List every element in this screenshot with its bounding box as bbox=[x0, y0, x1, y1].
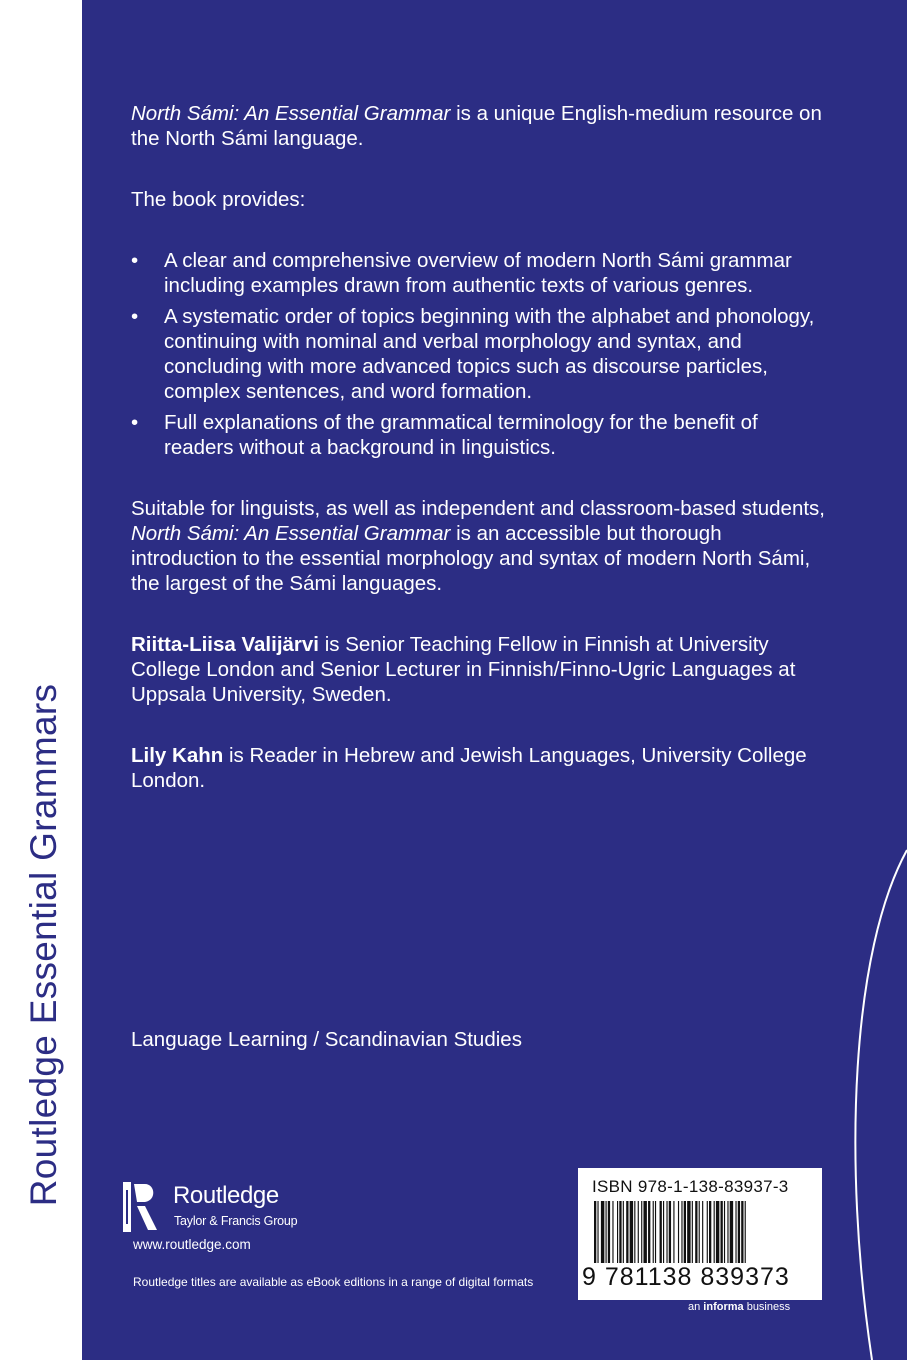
barcode-bar bbox=[597, 1201, 598, 1263]
bullet-icon: • bbox=[131, 305, 139, 328]
list-item-text: A clear and comprehensive overview of modern North Sámi grammar including examples drawn from authentic texts of various genres. bbox=[164, 249, 792, 297]
barcode-bar bbox=[681, 1201, 682, 1263]
barcode-bar bbox=[669, 1201, 671, 1263]
barcode-bar bbox=[745, 1201, 746, 1263]
suitable-text-after: is an accessible but thorough introduction to the essential morphology and syntax of modern North Sámi, the largest of the Sámi languages. bbox=[131, 522, 811, 595]
barcode-bar bbox=[678, 1201, 679, 1263]
barcode-bar bbox=[655, 1201, 656, 1263]
back-cover bbox=[82, 0, 907, 1360]
informa-prefix: an bbox=[688, 1301, 704, 1313]
barcode-bar bbox=[626, 1201, 628, 1263]
publisher-name: Routledge bbox=[173, 1182, 279, 1209]
informa-brand: informa bbox=[703, 1301, 744, 1313]
intro-text: is a unique English-medium resource on the North Sámi language. bbox=[131, 102, 822, 150]
isbn-barcode bbox=[578, 1168, 822, 1300]
barcode-bar bbox=[741, 1201, 743, 1263]
barcode-bar bbox=[714, 1201, 715, 1263]
barcode-bar bbox=[630, 1201, 633, 1263]
barcode-bar bbox=[702, 1201, 703, 1263]
barcode-bar bbox=[617, 1201, 618, 1263]
barcode-bar bbox=[707, 1201, 708, 1263]
barcode-bar bbox=[638, 1201, 639, 1263]
barcode-bar bbox=[666, 1201, 667, 1263]
author-name: Lily Kahn bbox=[131, 744, 224, 767]
barcode-bar bbox=[716, 1201, 719, 1263]
author-bio bbox=[131, 632, 831, 707]
informa-tagline bbox=[688, 1301, 790, 1313]
barcode-bar bbox=[738, 1201, 740, 1263]
publisher-group: Taylor & Francis Group bbox=[174, 1214, 298, 1228]
barcode-bar bbox=[699, 1201, 700, 1263]
barcode-bar bbox=[721, 1201, 723, 1263]
barcode-bar bbox=[663, 1201, 664, 1263]
publisher-logo bbox=[123, 1180, 323, 1236]
barcode-bar bbox=[608, 1201, 610, 1263]
blurb bbox=[131, 101, 831, 793]
list-item bbox=[131, 304, 831, 404]
list-item-text: Full explanations of the grammatical terminology for the benefit of readers without a background in linguistics. bbox=[164, 411, 758, 459]
barcode-bar bbox=[643, 1201, 646, 1263]
isbn-label: ISBN 978-1-138-83937-3 bbox=[592, 1177, 789, 1196]
barcode-bar bbox=[724, 1201, 725, 1263]
barcode-bar bbox=[606, 1201, 607, 1263]
informa-suffix: business bbox=[743, 1301, 791, 1313]
barcode-bar bbox=[735, 1201, 736, 1263]
barcode-bars bbox=[594, 1201, 808, 1269]
intro-paragraph bbox=[131, 101, 831, 151]
ebook-note: Routledge titles are available as eBook editions in a range of digital formats bbox=[133, 1275, 534, 1289]
spine bbox=[0, 0, 82, 1360]
barcode-bar bbox=[709, 1201, 711, 1263]
book-title-italic: North Sámi: An Essential Grammar bbox=[131, 522, 451, 545]
suitable-paragraph bbox=[131, 496, 831, 596]
barcode-digits: 9 781138 839373 bbox=[582, 1263, 790, 1291]
barcode-bar bbox=[641, 1201, 642, 1263]
barcode-bar bbox=[673, 1201, 674, 1263]
barcode-bar bbox=[623, 1201, 624, 1263]
bullet-icon: • bbox=[131, 249, 139, 272]
subject-category: Language Learning / Scandinavian Studies bbox=[131, 1028, 522, 1051]
list-item-text: A systematic order of topics beginning with the alphabet and phonology, continuing with nominal and verbal morphology and syntax, and concluding with more advanced topics such as discourse particles, complex sentences, and word formation. bbox=[164, 305, 815, 403]
author-bio bbox=[131, 743, 831, 793]
barcode-bar bbox=[684, 1201, 686, 1263]
barcode-bar bbox=[648, 1201, 650, 1263]
routledge-r-logo-icon bbox=[123, 1182, 159, 1232]
series-title: Routledge Essential Grammars bbox=[23, 683, 64, 1207]
list-item bbox=[131, 410, 831, 460]
barcode-bar bbox=[692, 1201, 693, 1263]
barcode-bar bbox=[594, 1201, 596, 1263]
publisher-website: www.routledge.com bbox=[133, 1237, 251, 1252]
barcode-bar bbox=[612, 1201, 613, 1263]
barcode-bar bbox=[601, 1201, 604, 1263]
barcode-bar bbox=[730, 1201, 733, 1263]
barcode-bar bbox=[687, 1201, 690, 1263]
barcode-bar bbox=[634, 1201, 635, 1263]
barcode-bar bbox=[660, 1201, 662, 1263]
barcode-bar bbox=[619, 1201, 621, 1263]
provides-heading: The book provides: bbox=[131, 188, 306, 211]
author-name: Riitta-Liisa Valijärvi bbox=[131, 633, 319, 656]
barcode-bar bbox=[727, 1201, 728, 1263]
feature-list bbox=[131, 248, 831, 460]
book-title-italic: North Sámi: An Essential Grammar bbox=[131, 102, 451, 125]
suitable-text-before: Suitable for linguists, as well as independent and classroom-based students, bbox=[131, 497, 825, 520]
author-bio-text: is Senior Teaching Fellow in Finnish at University College London and Senior Lecturer in Finnish/Finno-Ugric Languages at Uppsala University, Sweden. bbox=[131, 633, 796, 706]
list-item bbox=[131, 248, 831, 298]
bullet-icon: • bbox=[131, 411, 139, 434]
barcode-bar bbox=[695, 1201, 697, 1263]
barcode-bar bbox=[653, 1201, 654, 1263]
author-bio-text: is Reader in Hebrew and Jewish Languages, University College London. bbox=[131, 744, 807, 792]
